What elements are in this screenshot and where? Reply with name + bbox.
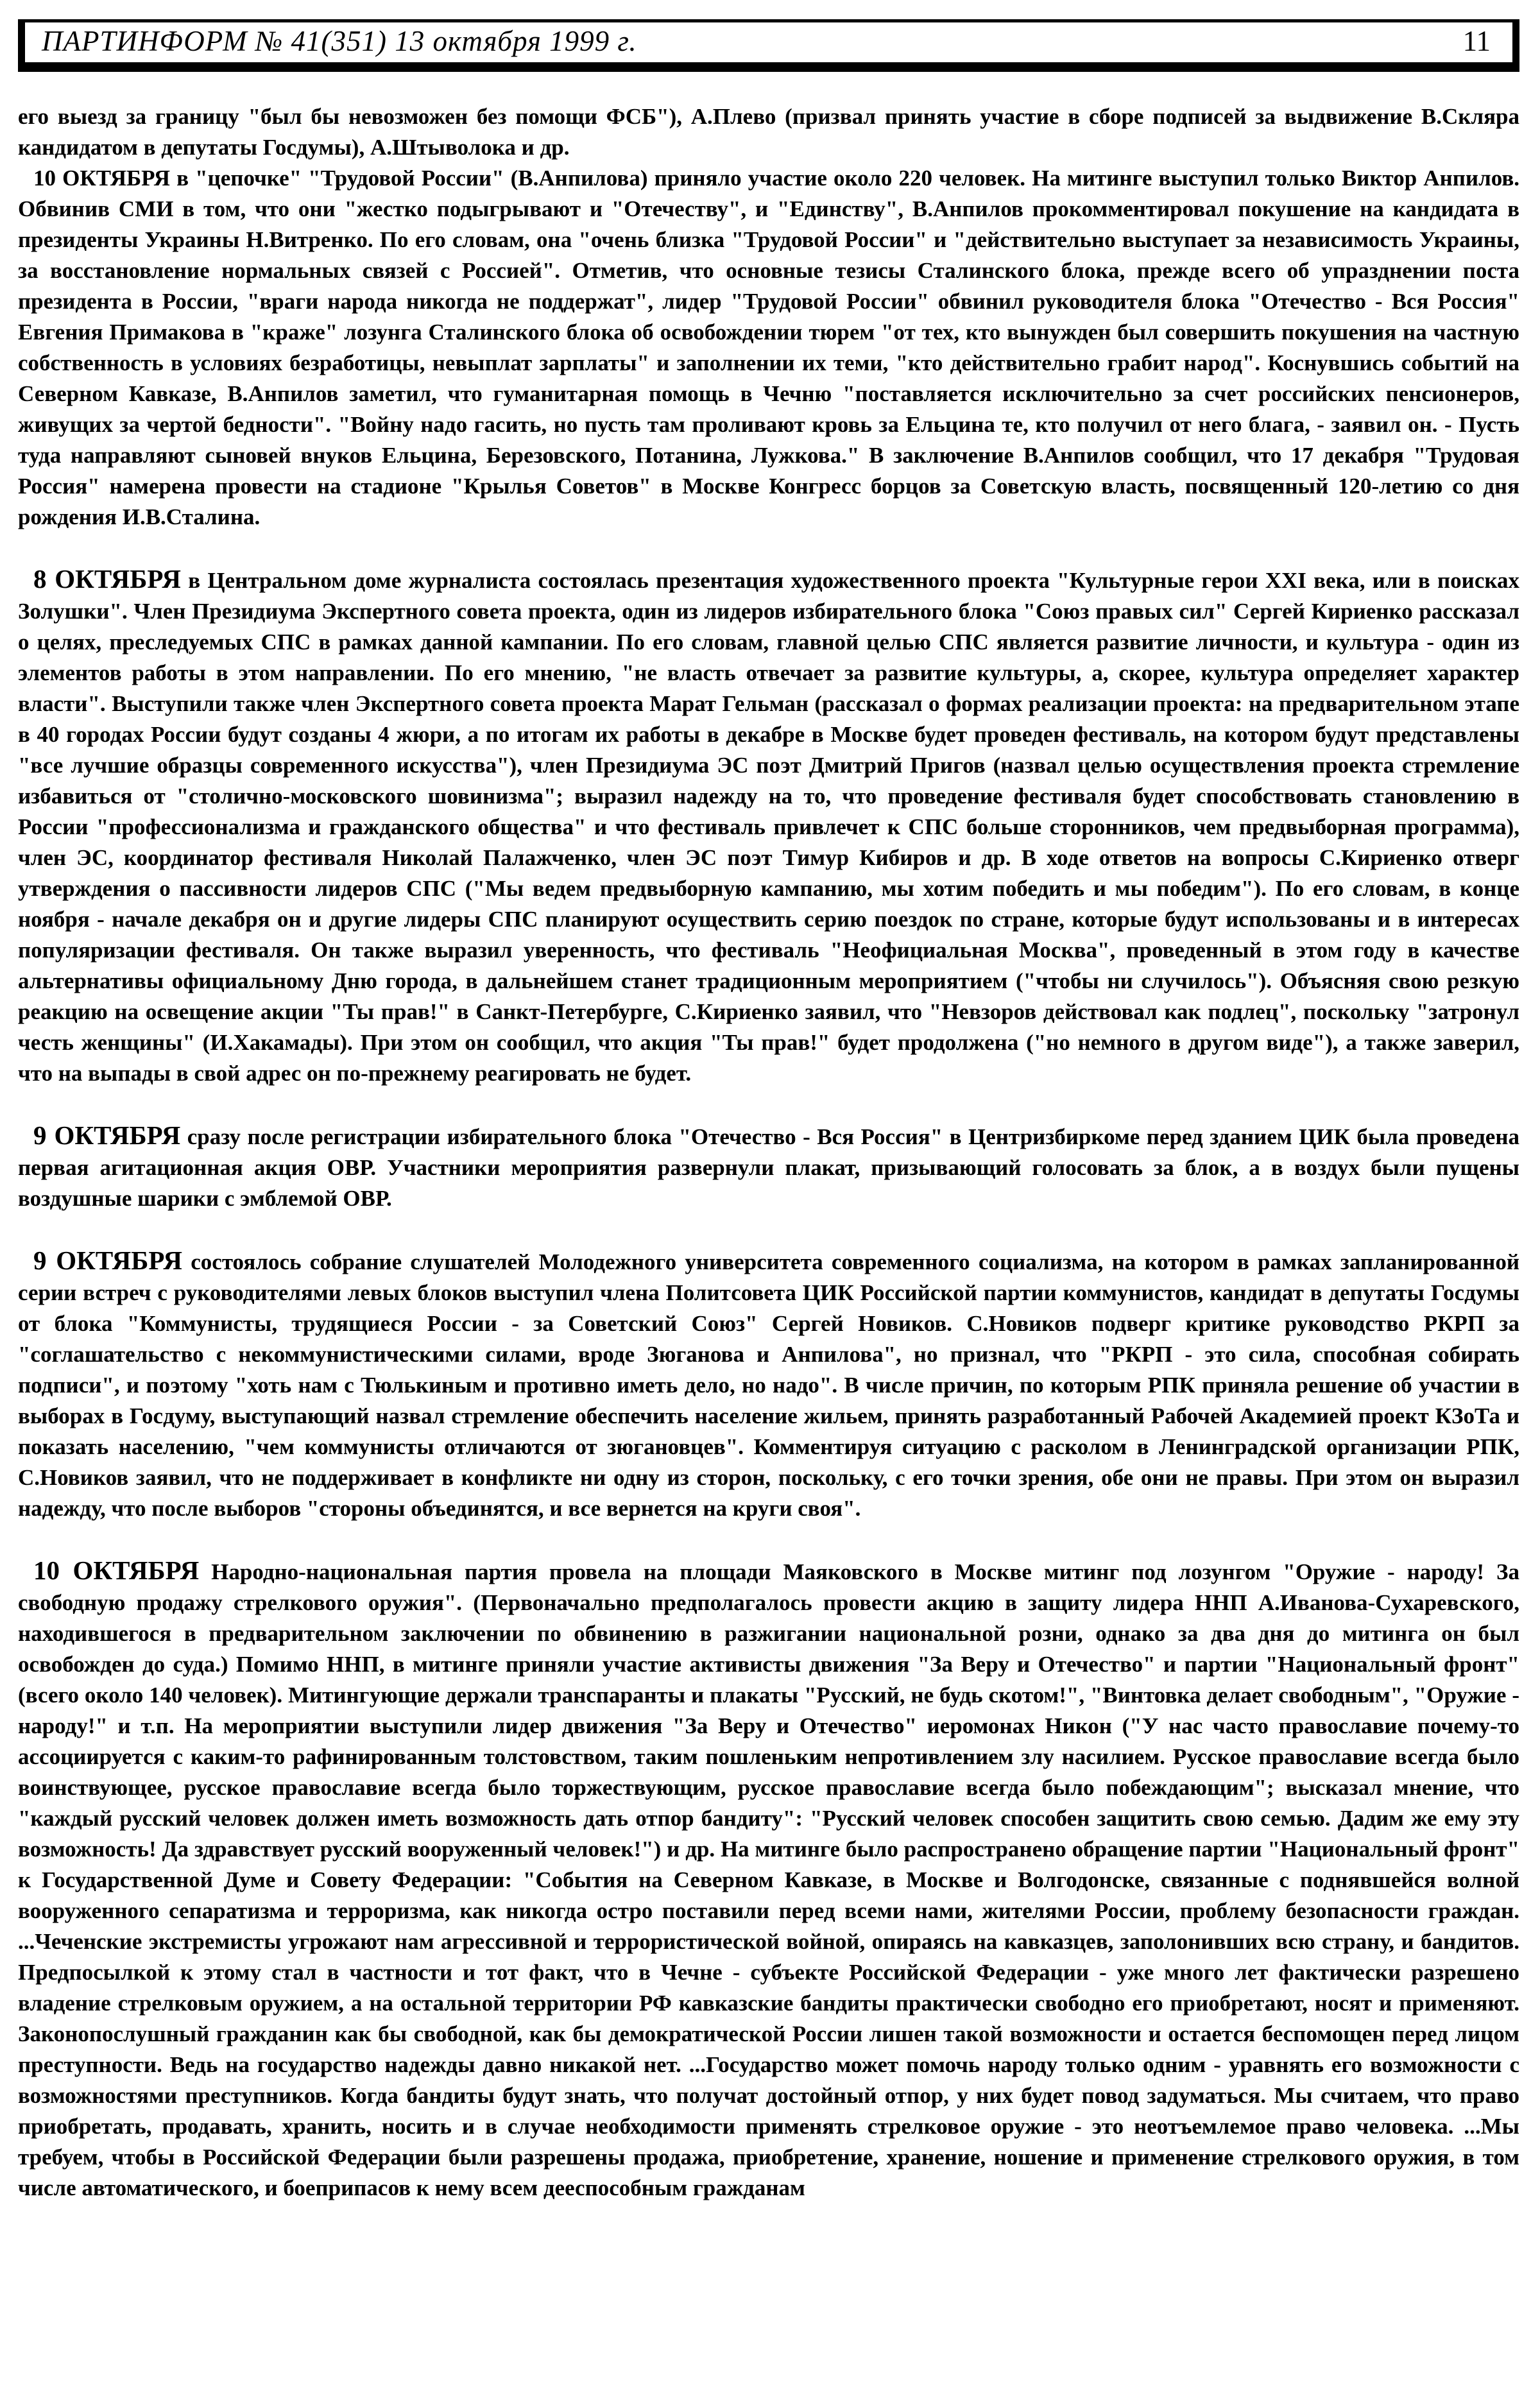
page-header [18, 19, 1519, 72]
paragraph-text: сразу после регистрации избирательного блока "Отечество - Вся Россия" в Центризбиркоме перед зданием ЦИК была проведена первая агитационная акция ОВР. Участники мероприятия развернули плакат, призывающий голосовать за блок, а в воздух были пущены воздушные шарики с эмблемой ОВР. [18, 1124, 1519, 1211]
paragraph-text: состоялось собрание слушателей Молодежного университета современного социализма, на котором в рамках запланированной серии встреч с руководителями левых блоков выступил члена Политсовета ЦИК Российской партии коммунистов, кандидат в депутаты Госдумы от блока "Коммунисты, трудящиеся России - за Советский Союз" Сергей Новиков. С.Новиков подверг критике руководство РКРП за "соглашательство с некоммунистическими силами, вроде Зюганова и Анпилова", но признал, что "РКРП - это сила, способная собирать подписи", и поэтому "хоть нам с Тюлькиным и противно иметь дело, но надо". В числе причин, по которым РПК приняла решение об участии в выборах в Госдуму, выступающий назвал стремление обеспечить население жильем, принять разработанный Рабочей Академией проект КЗоТа и показать населению, "чем коммунисты отличаются от зюгановцев". Комментируя ситуацию с расколом в Ленинградской организации РПК, С.Новиков заявил, что не поддерживает в конфликте ни одну из сторон, поскольку, с его точки зрения, обе они не правы. При этом он выразил надежду, что после выборов "стороны объединятся, и все вернется на круги своя". [18, 1249, 1519, 1521]
paragraph-oct10-anpilov [18, 163, 1519, 533]
paragraph-text: его выезд за границу "был бы невозможен без помощи ФСБ"), А.Плево (призвал принять участие в сборе подписей за выдвижение В.Скляра кандидатом в депутаты Госдумы), А.Штыволока и др. [18, 104, 1519, 160]
paragraph-oct9-muss [18, 1245, 1519, 1524]
paragraph-date-lead: 10 ОКТЯБРЯ [33, 1555, 200, 1585]
paragraph-date-lead: 10 ОКТЯБРЯ [33, 166, 171, 191]
paragraph-date-lead: 9 ОКТЯБРЯ [33, 1246, 182, 1275]
paragraph-oct9-ovr [18, 1120, 1519, 1214]
paragraph-date-lead: 8 ОКТЯБРЯ [33, 564, 181, 594]
paragraph-text: Народно-национальная партия провела на площади Маяковского в Москве митинг под лозунгом "Оружие - народу! За свободную продажу стрелкового оружия". (Первоначально предполагалось провести акцию в защиту лидера ННП А.Иванова-Сухаревского, находившегося в предварительном заключении по обвинению в разжигании национальной розни, однако за два дня до митинга он был освобожден до суда.) Помимо ННП, в митинге приняли участие активисты движения "За Веру и Отечество" и партии "Национальный фронт" (всего около 140 человек). Митингующие держали транспаранты и плакаты "Русский, не будь скотом!", "Винтовка делает свободным", "Оружие - народу!" и т.п. На мероприятии выступили лидер движения "За Веру и Отечество" иеромонах Никон ("У нас часто православие почему-то ассоциируется с каким-то рафинированным толстовством, таким пошленьким непротивлением злу насилием. Русское православие всегда было воинствующее, русское православие всегда было торжествующим, русское православие всегда было побеждающим"; высказал мнение, что "каждый русский человек должен иметь возможность дать отпор бандиту": "Русский человек способен защитить свою семью. Дадим же ему эту возможность! Да здравствует русский вооруженный человек!") и др. На митинге было распространено обращение партии "Национальный фронт" к Государственной Думе и Совету Федерации: "События на Северном Кавказе, в Москве и Волгодонске, связанные с поднявшейся волной вооруженного сепаратизма и терроризма, как никогда остро поставили перед всеми нами, жителями России, проблему безопасности граждан. ...Чеченские экстремисты угрожают нам агрессивной и террористической войной, опираясь на кавказцев, заполонивших всю страну, и бандитов. Предпосылкой к этому стал в частности и тот факт, что в Чечне - субъекте Российской Федерации - уже много лет фактически разрешено владение стрелковым оружием, а на остальной территории РФ кавказские бандиты практически свободно его приобретают, носят и применяют. Законопослушный гражданин как бы свободной, как бы демократической России лишен такой возможности и остается беспомощен перед лицом преступности. Ведь на государство надежды давно никакой нет. ...Государство может помочь народу только одним - уравнять его возможности с возможностями преступников. Когда бандиты будут знать, что получат достойный отпор, у них будет повод задуматься. Мы считаем, что право приобретать, продавать, хранить, носить и в случае необходимости применять стрелковое оружие - это неотъемлемое право человека. ...Мы требуем, чтобы в Российской Федерации были разрешены продажа, приобретение, хранение, ношение и применение стрелкового оружия, в том числе автоматического, и боеприпасов к нему всем дееспособным гражданам [18, 1559, 1519, 2200]
paragraph-oct8-sps [18, 563, 1519, 1089]
paragraph-oct10-nnp [18, 1555, 1519, 2204]
article-body [18, 101, 1519, 2204]
paragraph-date-lead: 9 ОКТЯБРЯ [33, 1120, 181, 1150]
paragraph-text: в Центральном доме журналиста состоялась презентация художественного проекта "Культурные герои XXI века, или в поисках Золушки". Член Президиума Экспертного совета проекта, один из лидеров избирательного блока "Союз правых сил" Сергей Кириенко рассказал о целях, преследуемых СПС в рамках данной кампании. По его словам, главной целью СПС является развитие личности, и культура - один из элементов работы в этом направлении. По его мнению, "не власть отвечает за развитие культуры, а, скорее, культура определяет характер власти". Выступили также член Экспертного совета проекта Марат Гельман (рассказал о формах реализации проекта: на предварительном этапе в 40 городах России будут созданы 4 жюри, а по итогам их работы в декабре в Москве будет проведен фестиваль, на котором будут представлены "все лучшие образцы современного искусства"), член Президиума ЭС поэт Дмитрий Пригов (назвал целью осуществления проекта стремление избавиться от "столично-московского шовинизма"; выразил надежду на то, что проведение фестиваля будет способствовать становлению в России "профессионализма и гражданского общества" и что фестиваль привлечет к СПС больше сторонников, чем предвыборная программа), член ЭС, координатор фестиваля Николай Палажченко, член ЭС поэт Тимур Кибиров и др. В ходе ответов на вопросы С.Кириенко отверг утверждения о пассивности лидеров СПС ("Мы ведем предвыборную кампанию, мы хотим победить и мы победим"). По его словам, в конце ноября - начале декабря он и другие лидеры СПС планируют осуществить серию поездок по стране, которые будут использованы и в интересах популяризации фестиваля. Он также выразил уверенность, что фестиваль "Неофициальная Москва", проведенный в этом году в качестве альтернативы официальному Дню города, в дальнейшем станет традиционным мероприятием ("чтобы ни случилось"). Объясняя свою резкую реакцию на освещение акции "Ты прав!" в Санкт-Петербурге, С.Кириенко заявил, что "Невзоров действовал как подлец", поскольку "затронул честь женщины" (И.Хакамады). При этом он сообщил, что акция "Ты прав!" будет продолжена ("но немного в другом виде"), а также заверил, что на выпады в свой адрес он по-прежнему реагировать не будет. [18, 568, 1520, 1086]
paragraph-continuation [18, 101, 1519, 163]
paragraph-text: в "цепочке" "Трудовой России" (В.Анпилова) приняло участие около 220 человек. На митинге выступил только Виктор Анпилов. Обвинив СМИ в том, что они "жестко подыгрывают и "Отечеству", и "Единству", В.Анпилов прокомментировал покушение на кандидата в президенты Украины Н.Витренко. По его словам, она "очень близка "Трудовой России" и "действительно выступает за независимость Украины, за восстановление нормальных связей с Россией". Отметив, что основные тезисы Сталинского блока, прежде всего об упразднении поста президента в России, "враги народа никогда не поддержат", лидер "Трудовой России" обвинил руководителя блока "Отечество - Вся Россия" Евгения Примакова в "краже" лозунга Сталинского блока об освобождении тюрем "от тех, кто вынужден был совершить покушения на частную собственность в условиях безработицы, невыплат зарплаты" и заполнении их теми, "кто действительно грабит народ". Коснувшись событий на Северном Кавказе, В.Анпилов заметил, что гуманитарная помощь в Чечню "поставляется исключительно за счет российских пенсионеров, живущих за чертой бедности". "Войну надо гасить, но пусть там проливают кровь за Ельцина те, кто получил от него блага, - заявил он. - Пусть туда направляют сыновей внуков Ельцина, Березовского, Потанина, Лужкова." В заключение В.Анпилов сообщил, что 17 декабря "Трудовая Россия" намерена провести на стадионе "Крылья Советов" в Москве Конгресс борцов за Советскую власть, посвященный 120-летию со дня рождения И.В.Сталина. [18, 166, 1520, 529]
page-number: 11 [1462, 25, 1491, 57]
newsletter-title: ПАРТИНФОРМ № 41(351) 13 октября 1999 г. [42, 25, 637, 57]
